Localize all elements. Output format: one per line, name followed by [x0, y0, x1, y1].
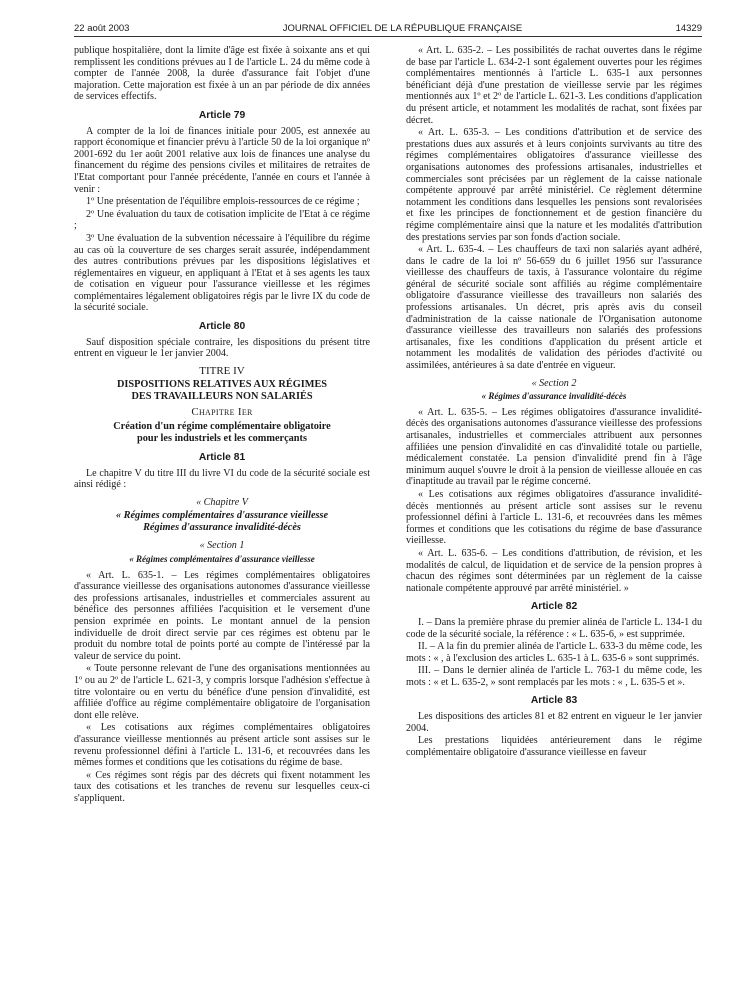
paragraph: Les dispositions des articles 81 et 82 entrent en vigueur le 1er janvier 2004. [406, 711, 702, 734]
chapter-v-heading: « Chapitre V [196, 496, 248, 508]
paragraph: I. – Dans la première phrase du premier alinéa de l'article L. 134-1 du code de la sécurité sociale, la référence : « L. 635-6, » est supprimée. [406, 616, 702, 640]
article-heading: Article 80 [198, 321, 246, 333]
section-heading: « Section 1 [199, 540, 245, 552]
chapter-heading: Chapitre Ier [191, 406, 253, 419]
paragraph: Les prestations liquidées antérieurement dans le régime complémentaire obligatoire d'assurance vieillesse en faveur [406, 735, 702, 758]
article-heading: Article 83 [530, 695, 578, 707]
title-subheading-line: DES TRAVAILLEURS NON SALARIÉS [131, 391, 313, 403]
paragraph: « Ces régimes sont régis par des décrets qui fixent notamment les taux des cotisations et les tranches de revenu sur lesquelles ceux-ci s'appliquent. [74, 769, 370, 804]
paragraph: « Art. L. 635-5. – Les régimes obligatoires d'assurance invalidité-décès des organisations autonomes d'assurance vieillesse des professions artisanales, industrielles et commerciales attribuent aux personnes affiliées une pension d'invalidité en cas d'invalidité totale ou partielle, médicalement constatée. La pension d'invalidité prend fin à l'âge minimum auquel s'ouvre le droit à la pension de vieillesse allouée en cas d'inaptitude au travail par le régime concerné. [406, 406, 702, 488]
chapter-v-subheading-line: Régimes d'assurance invalidité-décès [143, 522, 301, 534]
right-column [406, 45, 702, 804]
text-columns [74, 45, 702, 804]
title-heading: TITRE IV [199, 364, 245, 377]
paragraph: « Art. L. 635-4. – Les chauffeurs de taxi non salariés ayant adhéré, dans le cadre de la loi nº 56-659 du 6 juillet 1956 sur l'assurance vieillesse des chauffeurs de taxis, à l'assurance volontaire du régime général de sécurité sociale sont affiliés au régime complémentaire obligatoire d'assurance vieillesse des travailleurs non salariés des professions artisanales. Un décret, pris après avis du conseil d'administration de la caisse nationale de l'Organisation autonome d'assurance vieillesse des travailleurs non salariés des professions artisanales, fixe les conditions d'application du présent article et notamment les modalités de validation des périodes d'activité ou assimilées, antérieures à sa date d'entrée en vigueur. [406, 244, 702, 372]
chapter-subheading-line: Création d'un régime complémentaire obligatoire [113, 421, 331, 433]
paragraph: II. – A la fin du premier alinéa de l'article L. 633-3 du même code, les mots : « , à l'exclusion des articles L. 635-1 à L. 635-6 » sont supprimés. [406, 641, 702, 664]
paragraph: publique hospitalière, dont la limite d'âge est fixée à soixante ans et qui remplissent les conditions prévues au I de l'article L. 24 du même code à compter de l'année 2008, la durée d'assurance fait l'objet d'une majoration. Cette majoration est fixée à un an par période de dix années de services effectifs. [74, 45, 370, 103]
paragraph: 2º Une évaluation du taux de cotisation implicite de l'Etat à ce régime ; [74, 208, 370, 232]
article-heading: Article 81 [198, 452, 246, 464]
section-subheading: « Régimes complémentaires d'assurance vieillesse [129, 554, 315, 564]
header-page-number: 14329 [675, 23, 702, 34]
section-heading: « Section 2 [531, 377, 577, 389]
paragraph: « Art. L. 635-3. – Les conditions d'attribution et de service des prestations dues aux assurés et à leurs conjoints survivants au titre des régimes complémentaires obligatoires d'assurance vieillesse des organisations autonomes des professions artisanales, industrielles et commerciales sont précisées par un règlement de la caisse nationale compétente approuvé par arrêté ministériel. Ce règlement détermine notamment les conditions dans lesquelles les pensions sont revalorisées et fixe les principes de fonctionnement et de gestion financière du régime complémentaire ainsi que la nature et les modalités d'attribution des prestations servies par son fonds d'action sociale. [406, 127, 702, 243]
paragraph: « Art. L. 635-2. – Les possibilités de rachat ouvertes dans le régime de base par l'article L. 634-2-1 sont également ouvertes pour les régimes complémentaires mentionnés à l'article L. 635-1 aux personnes bénéficiant déjà d'une prestation de vieillesse servie par les régimes mentionnés aux 1º et 2º de l'article L. 621-3. Les conditions d'application du présent article, et notamment les modalités de rachat, sont fixées par décret. [406, 45, 702, 126]
paragraph: A compter de la loi de finances initiale pour 2005, est annexée au rapport économique et financier prévu à l'article 50 de la loi organique nº 2001-692 du 1er août 2001 relative aux lois de finances une analyse du financement du régime des pensions civiles et militaires de retraites de l'Etat comportant pour l'année précédente, l'année en cours et l'année à venir : [74, 125, 370, 195]
page-header [74, 20, 702, 37]
paragraph: Le chapitre V du titre III du livre VI du code de la sécurité sociale est ainsi rédigé : [74, 467, 370, 491]
paragraph: III. – Dans le dernier alinéa de l'article L. 763-1 du même code, les mots : « et L. 635-2, » sont remplacés par les mots : « , L. 635-5 et ». [406, 665, 702, 688]
paragraph: « Toute personne relevant de l'une des organisations mentionnées au 1º ou au 2º de l'article L. 621-3, y compris lorsque l'adhésion s'effectue à titre volontaire ou en vertu du bénéfice d'une pension d'invalidité, est affiliée d'office au régime complémentaire obligatoire de l'organisation dont elle relève. [74, 663, 370, 721]
chapter-subheading-line: pour les industriels et les commerçants [137, 433, 307, 445]
article-heading: Article 82 [530, 601, 578, 613]
paragraph: 3º Une évaluation de la subvention nécessaire à l'équilibre du régime au cas où la couverture de ses charges serait assurée, indépendamment des autres contributions prévues par les dispositions législatives et réglementaires en vigueur, en appliquant à l'Etat et à ses agents les taux de cotisation en vigueur pour l'assurance vieillesse et les régimes complémentaires légalement obligatoires régis par le livre IX du code de la sécurité sociale. [74, 232, 370, 314]
paragraph: « Les cotisations aux régimes complémentaires obligatoires d'assurance vieillesse mentionnés au présent article sont assises sur le revenu professionnel défini à l'article L. 131-6, et recouvrées dans les mêmes formes et conditions que les cotisations du régime de base. [74, 722, 370, 769]
chapter-v-subheading [74, 510, 370, 534]
paragraph: 1º Une présentation de l'équilibre emplois-ressources de ce régime ; [86, 196, 360, 208]
left-column [74, 45, 370, 804]
chapter-v-subheading-line: « Régimes complémentaires d'assurance vieillesse [115, 510, 329, 522]
article-heading: Article 79 [198, 109, 246, 121]
paragraph: « Les cotisations aux régimes obligatoires d'assurance invalidité-décès mentionnés au présent article sont assises sur le revenu professionnel défini à l'article L. 131-6, et recouvrées dans les mêmes formes et conditions que les cotisations du régime de base d'assurance vieillesse. [406, 488, 702, 547]
title-subheading [74, 379, 370, 403]
header-title: JOURNAL OFFICIEL DE LA RÉPUBLIQUE FRANÇAISE [282, 23, 523, 34]
title-subheading-line: DISPOSITIONS RELATIVES AUX RÉGIMES [116, 379, 328, 391]
header-date: 22 août 2003 [74, 23, 130, 34]
paragraph: Sauf disposition spéciale contraire, les dispositions du présent titre entrent en vigueur le 1er janvier 2004. [74, 336, 370, 360]
paragraph: « Art. L. 635-1. – Les régimes complémentaires obligatoires d'assurance vieillesse des organisations autonomes d'assurance vieillesse des professions artisanales, industrielles et commerciales assurent au bénéfice des personnes affiliées l'acquisition et le versement d'une pension exprimée en points. Le montant annuel de la pension individuelle de droit direct servie par ces régimes est obtenu par le produit du nombre total de points porté au compte de l'intéressé par la valeur de service du point. [74, 569, 370, 662]
paragraph: « Art. L. 635-6. – Les conditions d'attribution, de révision, et les modalités de calcul, de liquidation et de service de la pension propres à chacun des régimes sont déterminées par un règlement de la caisse nationale compétente approuvé par arrêté ministériel. » [406, 547, 702, 594]
section-subheading: « Régimes d'assurance invalidité-décès [481, 391, 627, 402]
chapter-subheading [74, 421, 370, 445]
